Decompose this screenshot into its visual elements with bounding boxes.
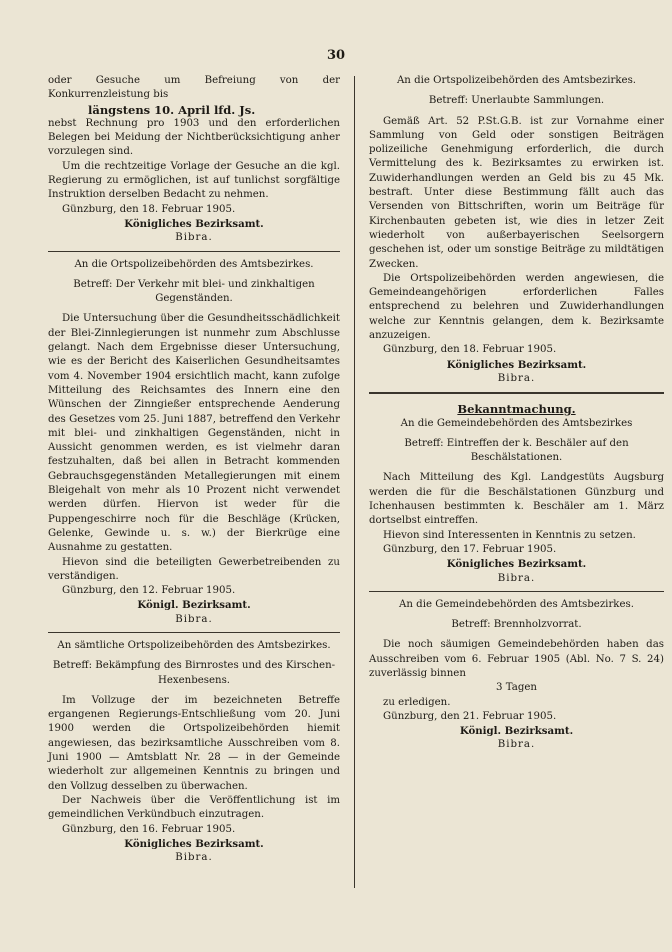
notice-2-body: Die Untersuchung über die Gesundheitsschädlichkeit der Blei-Zinnlegierungen ist nunmehr zum Abschlusse gelangt. Nach dem Ergebnisse dieser Untersuchung, wie es der Bericht des Kaiserlichen Gesundheitsamtes vom 4. November 1904 ersichtlich macht, kann zufolge Mitteilung des Reichsamtes des Innern eine den Wünschen der Zinngießer entsprechende Aenderung des Gesetzes vom 25. Juni 1887, betreffend den Verkehr mit blei- und zinkhaltigen Gegenständen, nicht in Aussicht genommen werden, es ist vielmehr daran festzuhalten, daß bei allen in Betracht kommenden Gebrauchsgegenständen Metallegierungen mit einem Bleigehalt von mehr als 10 Prozent nicht verwendet werden dürfen. Hiervon ist weder für die Puppengeschirre noch für die Beschläge (Krücken, Gelenke, Gewinde u. s. w.) der Bierkrüge eine Ausnahme zu gestatten. bbox=[48, 313, 340, 554]
notice-1-place: Bibra. bbox=[175, 232, 213, 244]
notice-6-heading: An die Gemeindebehörden des Amtsbezirkes. bbox=[399, 598, 634, 610]
notice-6-body-end: zu erledigen. bbox=[383, 696, 451, 708]
notice-5-body-b: Hievon sind Interessenten in Kenntnis zu setzen. bbox=[383, 529, 636, 541]
notice-4-body: Gemäß Art. 52 P.St.G.B. ist zur Vornahme einer Sammlung von Geld oder sonstigen Beiträgen polizeiliche Genehmigung erforderlich, die durch Vermittelung des k. Bezirksamtes zu erwirken ist. Zuwiderhandlungen werden an Geld bis zu 45 Mk. bestraft. Unter diese Bestimmung fällt auch das Versenden von Bittschriften, worin um Beiträge für Kirchenbauten gebeten ist, wie dies in letzer Zeit wiederholt von außerbayerischen Seelsorgern geschehen ist, oder um sonstige Beiträge zu mildtätigen Zwecken. bbox=[369, 115, 664, 270]
right-column bbox=[369, 74, 664, 753]
notice-2-heading: An die Ortspolizeibehörden des Amtsbezirkes. bbox=[74, 258, 314, 270]
notice-6-days: 3 Tagen bbox=[496, 682, 537, 694]
notice-2-body-b: Hievon sind die beteiligten Gewerbetreibenden zu verständigen. bbox=[48, 556, 340, 582]
notice-4-office: Königliches Bezirksamt. bbox=[446, 358, 587, 371]
notice-4-date: Günzburg, den 18. Februar 1905. bbox=[383, 344, 557, 356]
separator bbox=[48, 251, 340, 252]
notice-5-date: Günzburg, den 17. Februar 1905. bbox=[383, 543, 557, 555]
notice-5-subject: Betreff: Eintreffen der k. Beschäler auf den Beschälstationen. bbox=[404, 437, 629, 464]
notice-6-body: Die noch säumigen Gemeindebehörden haben das Ausschreiben vom 6. Februar 1905 (Abl. No. 7 S. 24) zuverlässig binnen bbox=[369, 639, 664, 679]
notice-2-office: Königl. Bezirksamt. bbox=[137, 599, 251, 612]
notice-3-office: Königliches Bezirksamt. bbox=[124, 837, 264, 850]
notice-3-subject: Betreff: Bekämpfung des Birnrostes und des Kirschen-Hexenbesens. bbox=[52, 660, 336, 686]
notice-2-subject: Betreff: Der Verkehr mit blei- und zinkhaltigen Gegenständen. bbox=[73, 278, 315, 305]
notice-3-heading: An sämtliche Ortspolizeibehörden des Amtsbezirkes. bbox=[57, 639, 331, 651]
notice-1-office: Königliches Bezirksamt. bbox=[124, 217, 264, 230]
notice-3-body: Im Vollzuge der im bezeichneten Betreffe ergangenen Regierungs-Entschließung vom 20. Juni 1900 werden die Ortspolizeibehörden hiemit angewiesen, das bezirksamtliche Ausschreiben vom 8. Juni 1900 — Amtsblatt Nr. 28 — in der Gemeinde wiederholt zur allgemeinen Kenntnis zu bringen und den Vollzug desselben zu überwachen. bbox=[48, 694, 340, 792]
notice-intro-3: Um die rechtzeitige Vorlage der Gesuche an die kgl. Regierung zu ermöglichen, ist auf tunlichst sorgfältige Instruktion derselben Bedacht zu nehmen. bbox=[48, 160, 340, 201]
announcement-title: Bekanntmachung. bbox=[457, 402, 576, 417]
notice-6-place: Bibra. bbox=[497, 739, 536, 751]
separator bbox=[48, 632, 340, 633]
page-number: 30 bbox=[326, 48, 346, 63]
notice-5-place: Bibra. bbox=[497, 572, 536, 584]
left-column bbox=[48, 74, 340, 865]
notice-5-office: Königliches Bezirksamt. bbox=[446, 558, 587, 571]
notice-deadline: längstens 10. April lfd. Js. bbox=[88, 102, 256, 117]
notice-4-body-b: Die Ortspolizeibehörden werden angewiesen, die Gemeindeangehörigen erforderlichen Falles entsprechend zu belehren und Zuwiderhandlungen welche zur Kenntnis gelangen, dem k. Bezirksamte anzuzeigen. bbox=[369, 272, 664, 342]
notice-4-place: Bibra. bbox=[497, 372, 536, 384]
notice-2-place: Bibra. bbox=[175, 613, 213, 625]
separator bbox=[369, 392, 664, 394]
notice-3-date: Günzburg, den 16. Februar 1905. bbox=[62, 823, 236, 835]
notice-3-place: Bibra. bbox=[175, 852, 213, 864]
notice-5-body: Nach Mitteilung des Kgl. Landgestüts Augsburg werden die für die Beschälstationen Günzburg und Ichenhausen bestimmten k. Beschäler am 1. März dortselbst eintreffen. bbox=[369, 472, 664, 527]
notice-4-heading: An die Ortspolizeibehörden des Amtsbezirkes. bbox=[396, 75, 637, 86]
notice-4-subject: Betreff: Unerlaubte Sammlungen. bbox=[428, 95, 605, 107]
notice-intro: oder Gesuche um Befreiung von der Konkurrenzleistung bis bbox=[48, 75, 340, 101]
notice-3-body-b: Der Nachweis über die Veröffentlichung ist im gemeindlichen Verkündbuch einzutragen. bbox=[48, 794, 340, 821]
notice-6-subject: Betreff: Brennholzvorrat. bbox=[451, 619, 582, 631]
separator bbox=[369, 591, 664, 592]
column-divider bbox=[354, 76, 355, 888]
notice-1-date: Günzburg, den 18. Februar 1905. bbox=[62, 203, 236, 215]
notice-2-date: Günzburg, den 12. Februar 1905. bbox=[62, 585, 236, 597]
notice-intro-2: nebst Rechnung pro 1903 und den erforderlichen Belegen bei Meidung der Nichtberücksichtigung anher vorzulegen sind. bbox=[48, 117, 340, 158]
notice-6-office: Königl. Bezirksamt. bbox=[459, 725, 574, 738]
notice-6-date: Günzburg, den 21. Februar 1905. bbox=[383, 710, 557, 722]
notice-5-heading: An die Gemeindebehörden des Amtsbezirkes bbox=[400, 417, 633, 429]
